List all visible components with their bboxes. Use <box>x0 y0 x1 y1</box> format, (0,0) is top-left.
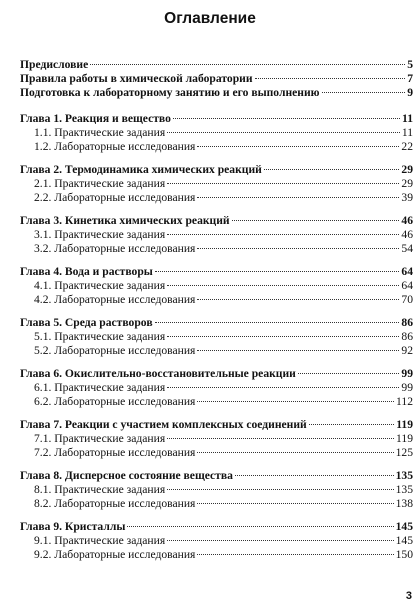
dot-leader <box>167 489 393 490</box>
dot-leader <box>197 554 393 555</box>
dot-leader <box>197 299 399 300</box>
dot-leader <box>167 183 399 184</box>
dot-leader <box>167 540 393 541</box>
toc-entry-label: 1.2. Лабораторные исследования <box>34 140 196 153</box>
toc-entry-page: 119 <box>396 418 413 431</box>
toc-entry-page: 39 <box>401 191 413 204</box>
toc-entry-label: 4.2. Лабораторные исследования <box>34 293 196 306</box>
toc-section-7-2[interactable] <box>20 446 413 460</box>
toc-entry-page: 22 <box>401 140 413 153</box>
dot-leader <box>197 401 394 402</box>
table-of-contents <box>20 58 413 562</box>
page-title: Оглавление <box>164 10 256 27</box>
toc-entry-lab-rules[interactable] <box>20 72 413 86</box>
toc-entry-page: 64 <box>401 265 413 278</box>
dot-leader <box>167 132 400 133</box>
toc-section-3-1[interactable] <box>20 228 413 242</box>
toc-entry-page: 145 <box>395 534 413 547</box>
toc-entry-page: 119 <box>396 432 413 445</box>
toc-entry-page: 135 <box>395 483 413 496</box>
toc-section-4-1[interactable] <box>20 279 413 293</box>
toc-chapter-3[interactable] <box>20 214 413 228</box>
toc-entry-label: Глава 2. Термодинамика химических реакций <box>20 163 262 176</box>
toc-entry-page: 29 <box>401 163 413 176</box>
toc-chapter-6[interactable] <box>20 367 413 381</box>
toc-entry-label: Глава 4. Вода и растворы <box>20 265 153 278</box>
dot-leader <box>167 438 394 439</box>
toc-entry-page: 64 <box>401 279 413 292</box>
dot-leader <box>167 387 399 388</box>
toc-entry-label: Предисловие <box>20 58 89 71</box>
toc-section-5-1[interactable] <box>20 330 413 344</box>
toc-entry-page: 99 <box>401 367 413 380</box>
dot-leader <box>167 336 399 337</box>
dot-leader <box>197 350 399 351</box>
chapter-spacer <box>20 358 413 367</box>
dot-leader <box>167 234 399 235</box>
dot-leader <box>90 64 405 65</box>
dot-leader <box>322 92 406 93</box>
toc-entry-page: 70 <box>401 293 413 306</box>
toc-entry-page: 125 <box>395 446 413 459</box>
chapter-spacer <box>20 409 413 418</box>
toc-entry-page: 46 <box>401 214 413 227</box>
toc-chapter-8[interactable] <box>20 469 413 483</box>
toc-chapter-5[interactable] <box>20 316 413 330</box>
toc-entry-label: 6.2. Лабораторные исследования <box>34 395 196 408</box>
toc-entry-label: 7.2. Лабораторные исследования <box>34 446 196 459</box>
toc-section-5-2[interactable] <box>20 344 413 358</box>
toc-entry-label: Глава 5. Среда растворов <box>20 316 153 329</box>
toc-entry-page: 9 <box>407 86 413 99</box>
toc-section-1-1[interactable] <box>20 126 413 140</box>
toc-entry-label: 3.1. Практические задания <box>34 228 166 241</box>
toc-chapter-4[interactable] <box>20 265 413 279</box>
toc-chapter-7[interactable] <box>20 418 413 432</box>
toc-entry-label: Глава 3. Кинетика химических реакций <box>20 214 230 227</box>
toc-entry-page: 86 <box>401 330 413 343</box>
toc-entry-label: Глава 9. Кристаллы <box>20 520 126 533</box>
toc-entry-page: 11 <box>401 126 413 139</box>
toc-entry-label: Глава 8. Дисперсное состояние вещества <box>20 469 233 482</box>
toc-entry-label: 5.2. Лабораторные исследования <box>34 344 196 357</box>
toc-chapter-2[interactable] <box>20 163 413 177</box>
dot-leader <box>173 118 400 119</box>
toc-entry-page: 5 <box>407 58 413 71</box>
dot-leader <box>127 526 393 527</box>
toc-entry-label: Подготовка к лабораторному занятию и его выполнению <box>20 86 320 99</box>
dot-leader <box>167 285 399 286</box>
chapter-list <box>20 100 413 562</box>
toc-entry-page: 7 <box>407 72 413 85</box>
toc-section-6-2[interactable] <box>20 395 413 409</box>
toc-entry-page: 138 <box>395 497 413 510</box>
chapter-spacer <box>20 154 413 163</box>
dot-leader <box>309 424 395 425</box>
toc-section-9-2[interactable] <box>20 548 413 562</box>
dot-leader <box>197 248 399 249</box>
toc-entry-label: 2.2. Лабораторные исследования <box>34 191 196 204</box>
page-number: 3 <box>405 590 412 602</box>
toc-entry-page: 145 <box>395 520 413 533</box>
dot-leader <box>255 78 406 79</box>
dot-leader <box>197 503 393 504</box>
toc-entry-page: 11 <box>402 112 413 125</box>
toc-entry-label: 3.2. Лабораторные исследования <box>34 242 196 255</box>
toc-chapter-9[interactable] <box>20 520 413 534</box>
toc-entry-label: Глава 7. Реакции с участием комплексных соединений <box>20 418 307 431</box>
toc-entry-page: 99 <box>401 381 413 394</box>
toc-entry-page: 54 <box>401 242 413 255</box>
dot-leader <box>264 169 400 170</box>
chapter-spacer <box>20 100 413 112</box>
dot-leader <box>155 271 400 272</box>
toc-entry-label: Глава 1. Реакция и вещество <box>20 112 171 125</box>
toc-entry-page: 86 <box>401 316 413 329</box>
toc-entry-page: 29 <box>401 177 413 190</box>
dot-leader <box>197 197 399 198</box>
chapter-spacer <box>20 256 413 265</box>
toc-section-2-2[interactable] <box>20 191 413 205</box>
toc-section-7-1[interactable] <box>20 432 413 446</box>
dot-leader <box>197 452 393 453</box>
dot-leader <box>232 220 400 221</box>
toc-section-2-1[interactable] <box>20 177 413 191</box>
toc-section-4-2[interactable] <box>20 293 413 307</box>
chapter-spacer <box>20 460 413 469</box>
toc-entry-label: 1.1. Практические задания <box>34 126 166 139</box>
chapter-spacer <box>20 511 413 520</box>
toc-entry-page: 46 <box>401 228 413 241</box>
toc-entry-label: 4.1. Практические задания <box>34 279 166 292</box>
toc-entry-page: 150 <box>395 548 413 561</box>
toc-entry-label: 5.1. Практические задания <box>34 330 166 343</box>
toc-section-8-1[interactable] <box>20 483 413 497</box>
toc-section-8-2[interactable] <box>20 497 413 511</box>
toc-entry-label: Глава 6. Окислительно-восстановительные реакции <box>20 367 296 380</box>
toc-entry-page: 92 <box>401 344 413 357</box>
dot-leader <box>197 146 399 147</box>
toc-section-6-1[interactable] <box>20 381 413 395</box>
toc-entry-page: 135 <box>395 469 413 482</box>
toc-entry-label: 8.2. Лабораторные исследования <box>34 497 196 510</box>
toc-entry-page: 112 <box>396 395 413 408</box>
dot-leader <box>235 475 394 476</box>
toc-section-1-2[interactable] <box>20 140 413 154</box>
toc-entry-label: 9.2. Лабораторные исследования <box>34 548 196 561</box>
toc-entry-lab-preparation[interactable] <box>20 86 413 100</box>
toc-chapter-1[interactable] <box>20 112 413 126</box>
toc-entry-preface[interactable] <box>20 58 413 72</box>
toc-entry-label: Правила работы в химической лаборатории <box>20 72 253 85</box>
dot-leader <box>298 373 400 374</box>
toc-section-9-1[interactable] <box>20 534 413 548</box>
chapter-spacer <box>20 205 413 214</box>
dot-leader <box>155 322 400 323</box>
toc-entry-label: 8.1. Практические задания <box>34 483 166 496</box>
toc-entry-label: 7.1. Практические задания <box>34 432 166 445</box>
toc-entry-label: 9.1. Практические задания <box>34 534 166 547</box>
toc-section-3-2[interactable] <box>20 242 413 256</box>
toc-entry-label: 2.1. Практические задания <box>34 177 166 190</box>
toc-entry-label: 6.1. Практические задания <box>34 381 166 394</box>
chapter-spacer <box>20 307 413 316</box>
